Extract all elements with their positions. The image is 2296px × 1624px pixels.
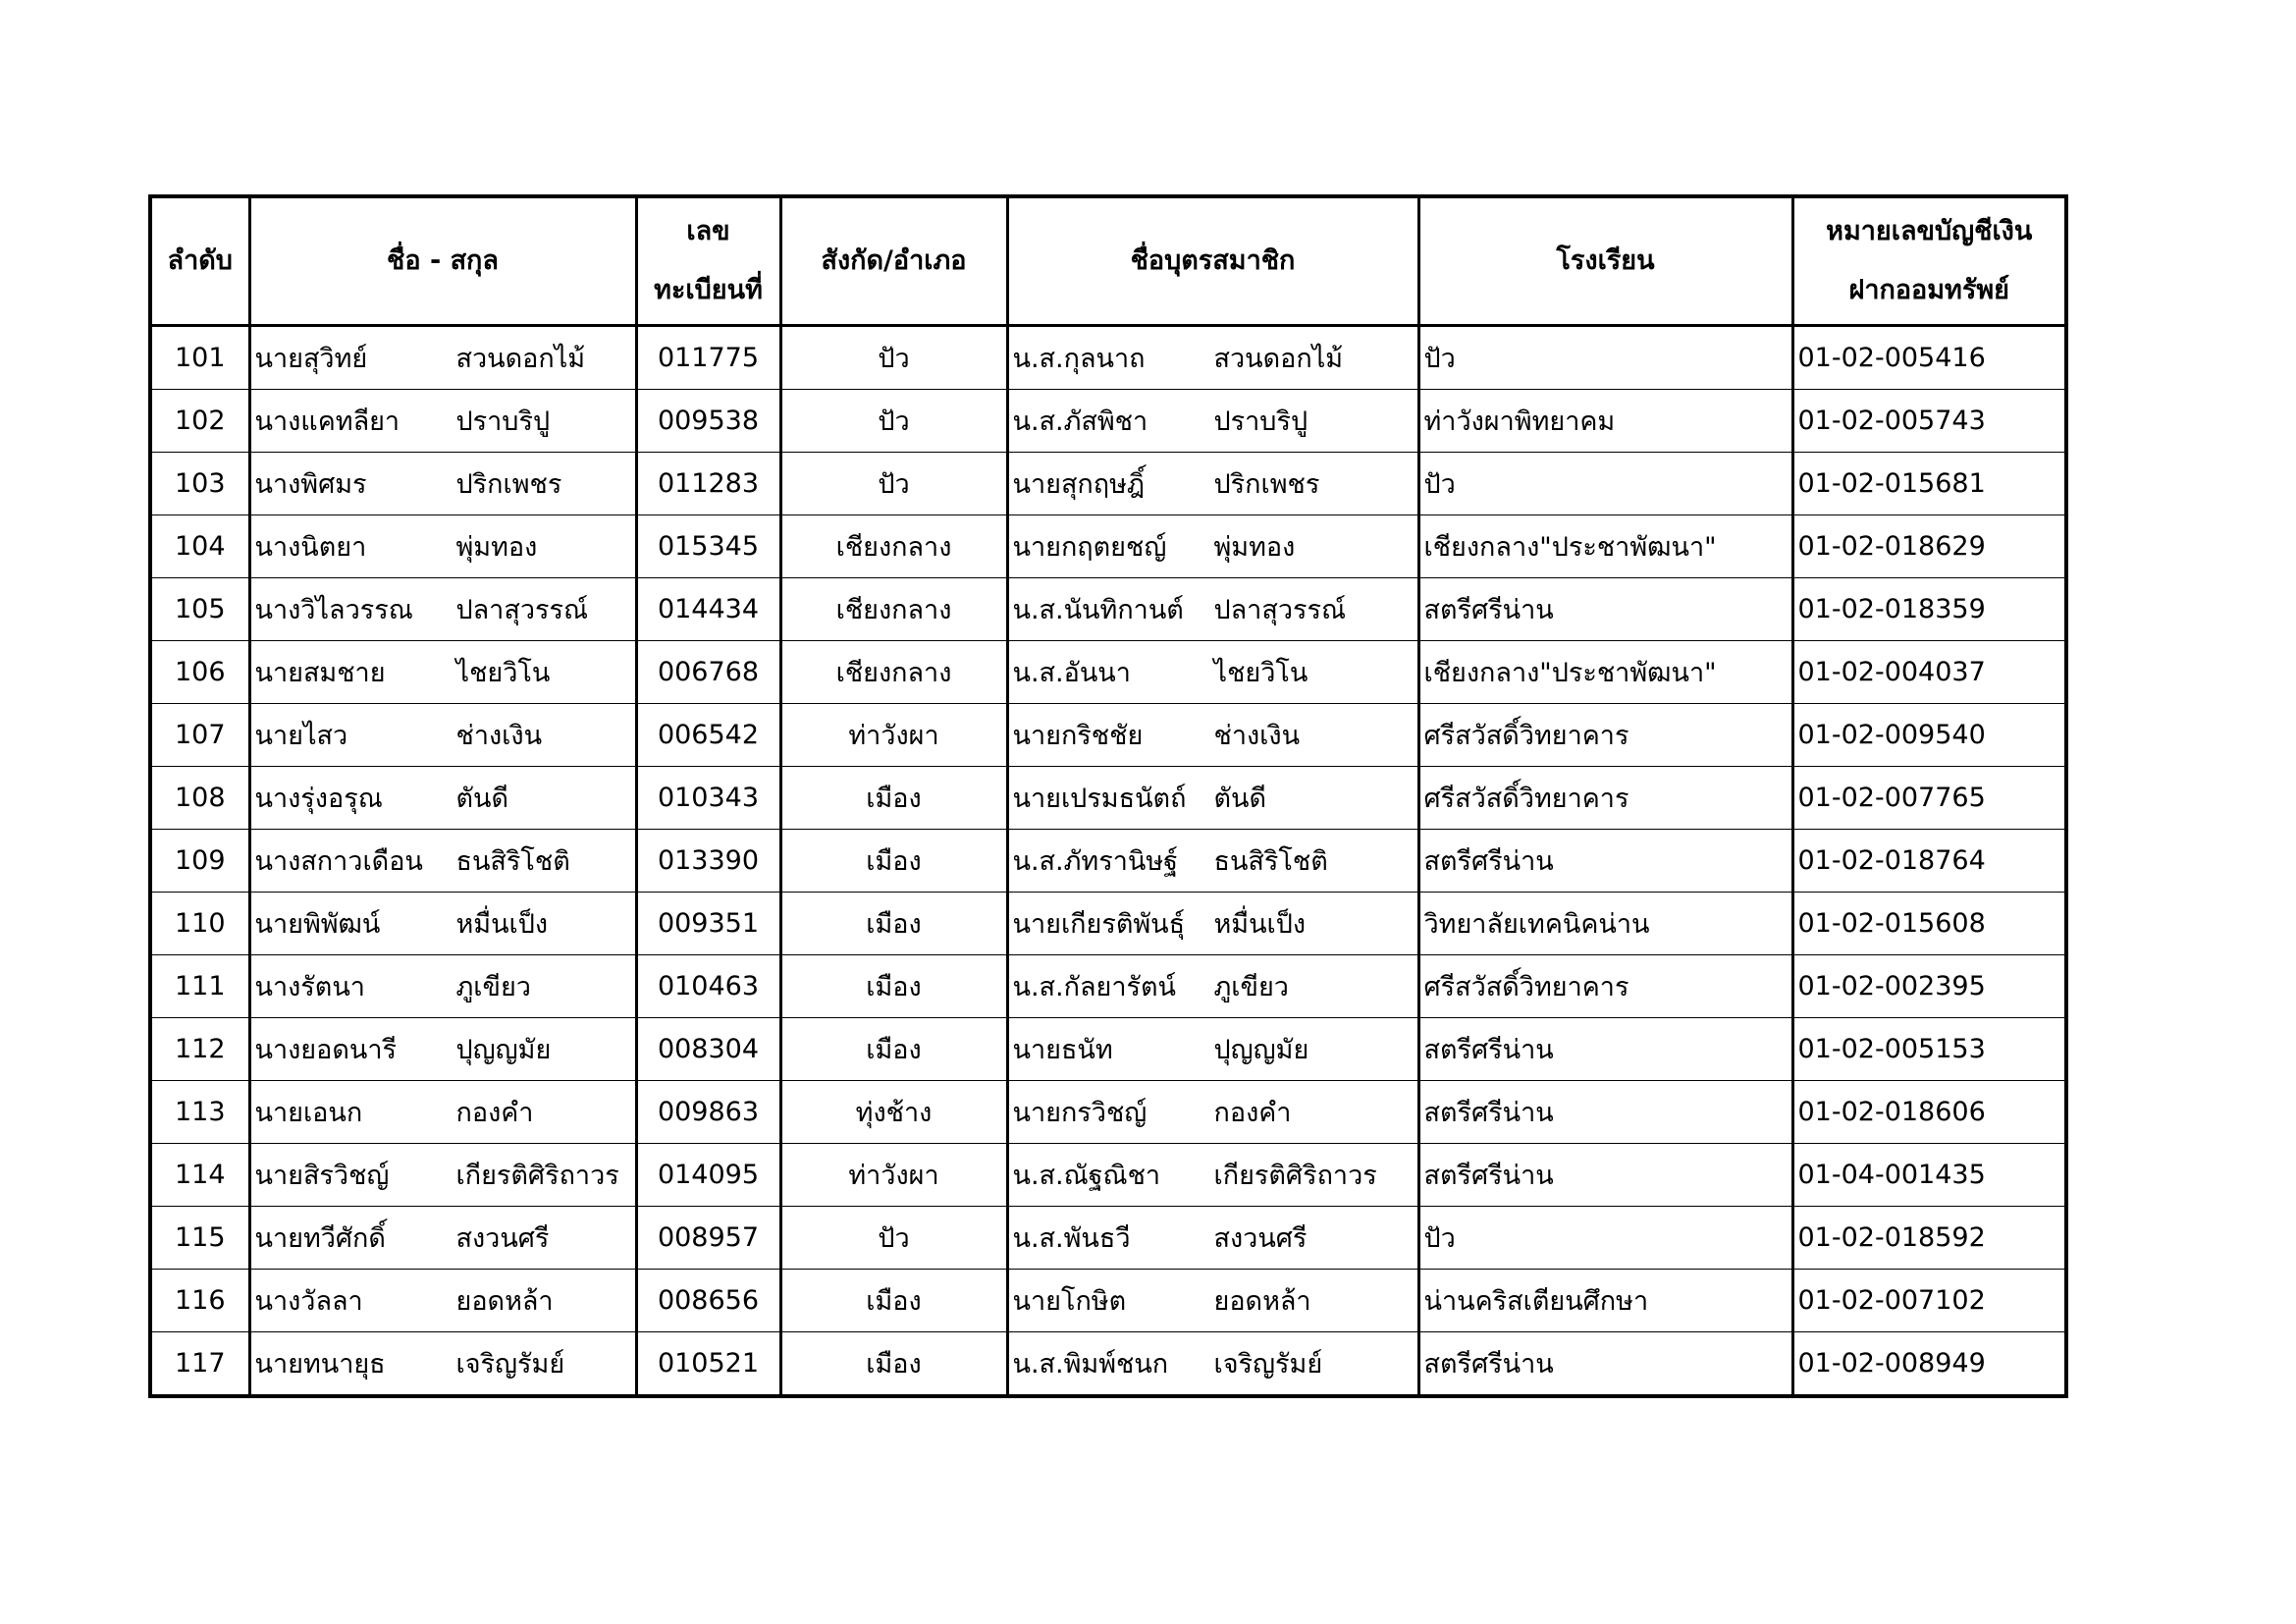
- cell-account: 01-02-015681: [1792, 453, 2066, 515]
- header-row: [150, 196, 2066, 326]
- cell-school: สตรีศรีน่าน: [1418, 1018, 1792, 1081]
- cell-member-name: [249, 1144, 636, 1207]
- cell-district: ปัว: [780, 1207, 1007, 1270]
- cell-member-name: [249, 1081, 636, 1144]
- child-last-name: พุ่มทอง: [1213, 532, 1296, 563]
- cell-district: เชียงกลาง: [780, 641, 1007, 704]
- member-first-name: นางแคทลียา: [254, 406, 400, 437]
- cell-school: ปัว: [1418, 453, 1792, 515]
- child-first-name: นายกริชชัย: [1012, 721, 1144, 751]
- member-last-name: เจริญรัมย์: [455, 1349, 565, 1380]
- child-last-name: ปราบริปู: [1213, 406, 1308, 437]
- cell-member-name: [249, 390, 636, 453]
- cell-member-name: [249, 1018, 636, 1081]
- cell-registration: 011283: [636, 453, 780, 515]
- member-first-name: นายทวีศักดิ์: [254, 1223, 386, 1254]
- child-first-name: น.ส.นันทิกานต์: [1012, 595, 1184, 625]
- cell-seq: 109: [150, 830, 249, 893]
- header-registration-line1: เลข: [686, 216, 730, 246]
- member-last-name: กองคำ: [455, 1098, 534, 1128]
- member-first-name: นางยอดนารี: [254, 1035, 397, 1065]
- cell-school: สตรีศรีน่าน: [1418, 1144, 1792, 1207]
- child-first-name: น.ส.พันธวี: [1012, 1223, 1131, 1254]
- table-row: [150, 641, 2066, 704]
- cell-child-name: [1007, 955, 1418, 1018]
- header-registration: [636, 196, 780, 326]
- member-last-name: ปริกเพชร: [455, 469, 562, 500]
- member-first-name: นางรุ่งอรุณ: [254, 784, 383, 814]
- table-row: [150, 955, 2066, 1018]
- cell-account: 01-02-002395: [1792, 955, 2066, 1018]
- cell-account: 01-02-018606: [1792, 1081, 2066, 1144]
- cell-account: 01-02-018629: [1792, 515, 2066, 578]
- cell-member-name: [249, 641, 636, 704]
- cell-member-name: [249, 1270, 636, 1332]
- cell-district: เมือง: [780, 893, 1007, 955]
- cell-account: 01-02-005153: [1792, 1018, 2066, 1081]
- cell-child-name: [1007, 1018, 1418, 1081]
- child-first-name: นายโกษิต: [1012, 1286, 1127, 1317]
- cell-account: 01-04-001435: [1792, 1144, 2066, 1207]
- cell-child-name: [1007, 1081, 1418, 1144]
- header-registration-line2: ทะเบียนที่: [654, 275, 763, 305]
- member-last-name: ช่างเงิน: [455, 721, 543, 751]
- child-last-name: เจริญรัมย์: [1213, 1349, 1323, 1380]
- header-name: ชื่อ - สกุล: [249, 196, 636, 326]
- header-account-line2: ฝากออมทรัพย์: [1848, 275, 2009, 305]
- cell-seq: 113: [150, 1081, 249, 1144]
- child-last-name: ช่างเงิน: [1213, 721, 1301, 751]
- cell-district: เมือง: [780, 1270, 1007, 1332]
- child-last-name: ปลาสุวรรณ์: [1213, 595, 1347, 625]
- cell-child-name: [1007, 578, 1418, 641]
- member-last-name: ยอดหล้า: [455, 1286, 554, 1317]
- cell-seq: 103: [150, 453, 249, 515]
- cell-seq: 117: [150, 1332, 249, 1397]
- cell-account: 01-02-018359: [1792, 578, 2066, 641]
- member-last-name: ตันดี: [455, 784, 509, 814]
- cell-member-name: [249, 893, 636, 955]
- cell-school: ศรีสวัสดิ์วิทยาคาร: [1418, 704, 1792, 767]
- cell-seq: 110: [150, 893, 249, 955]
- cell-registration: 010463: [636, 955, 780, 1018]
- cell-child-name: [1007, 1207, 1418, 1270]
- roster-table: [148, 194, 2068, 1398]
- cell-member-name: [249, 830, 636, 893]
- cell-child-name: [1007, 326, 1418, 390]
- cell-district: ทุ่งช้าง: [780, 1081, 1007, 1144]
- cell-school: ปัว: [1418, 1207, 1792, 1270]
- cell-seq: 104: [150, 515, 249, 578]
- member-first-name: นางวิไลวรรณ: [254, 595, 413, 625]
- cell-child-name: [1007, 1332, 1418, 1397]
- table-row: [150, 704, 2066, 767]
- cell-registration: 006542: [636, 704, 780, 767]
- header-school: โรงเรียน: [1418, 196, 1792, 326]
- cell-seq: 107: [150, 704, 249, 767]
- child-last-name: ธนสิริโชติ: [1213, 846, 1328, 877]
- cell-seq: 106: [150, 641, 249, 704]
- cell-seq: 112: [150, 1018, 249, 1081]
- cell-district: ท่าวังผา: [780, 1144, 1007, 1207]
- member-last-name: เกียรติศิริถาวร: [455, 1161, 619, 1191]
- member-last-name: สวนดอกไม้: [455, 344, 586, 374]
- cell-school: ศรีสวัสดิ์วิทยาคาร: [1418, 767, 1792, 830]
- cell-registration: 008957: [636, 1207, 780, 1270]
- cell-seq: 114: [150, 1144, 249, 1207]
- cell-account: 01-02-018764: [1792, 830, 2066, 893]
- member-last-name: ไชยวิโน: [455, 658, 551, 688]
- cell-account: 01-02-005743: [1792, 390, 2066, 453]
- cell-district: เมือง: [780, 1332, 1007, 1397]
- header-district: สังกัด/อำเภอ: [780, 196, 1007, 326]
- cell-member-name: [249, 578, 636, 641]
- child-first-name: น.ส.ภัทรานิษฐ์: [1012, 846, 1179, 877]
- cell-child-name: [1007, 830, 1418, 893]
- cell-registration: 014095: [636, 1144, 780, 1207]
- cell-child-name: [1007, 453, 1418, 515]
- table-row: [150, 578, 2066, 641]
- member-first-name: นางรัตนา: [254, 972, 365, 1002]
- table-row: [150, 390, 2066, 453]
- cell-school: สตรีศรีน่าน: [1418, 1081, 1792, 1144]
- cell-member-name: [249, 1332, 636, 1397]
- member-last-name: ธนสิริโชติ: [455, 846, 570, 877]
- cell-district: ปัว: [780, 453, 1007, 515]
- cell-member-name: [249, 1207, 636, 1270]
- member-first-name: นายพิพัฒน์: [254, 909, 381, 940]
- cell-seq: 111: [150, 955, 249, 1018]
- cell-account: 01-02-018592: [1792, 1207, 2066, 1270]
- member-first-name: นายไสว: [254, 721, 348, 751]
- cell-member-name: [249, 326, 636, 390]
- cell-registration: 006768: [636, 641, 780, 704]
- table-row: [150, 1332, 2066, 1397]
- cell-registration: 009538: [636, 390, 780, 453]
- cell-school: สตรีศรีน่าน: [1418, 830, 1792, 893]
- child-last-name: หมื่นเป็ง: [1213, 909, 1307, 940]
- member-first-name: นางสกาวเดือน: [254, 846, 423, 877]
- member-first-name: นางนิตยา: [254, 532, 367, 563]
- cell-child-name: [1007, 515, 1418, 578]
- member-last-name: ปุญญมัย: [455, 1035, 552, 1065]
- cell-child-name: [1007, 767, 1418, 830]
- child-last-name: ไชยวิโน: [1213, 658, 1308, 688]
- cell-account: 01-02-015608: [1792, 893, 2066, 955]
- child-first-name: น.ส.ณัฐณิชา: [1012, 1161, 1161, 1191]
- cell-registration: 010343: [636, 767, 780, 830]
- member-last-name: ปราบริปู: [455, 406, 551, 437]
- cell-child-name: [1007, 390, 1418, 453]
- cell-registration: 011775: [636, 326, 780, 390]
- child-first-name: นายกรวิชญ์: [1012, 1098, 1148, 1128]
- table-row: [150, 326, 2066, 390]
- child-first-name: นายเปรมธนัตถ์: [1012, 784, 1187, 814]
- cell-seq: 108: [150, 767, 249, 830]
- cell-district: เมือง: [780, 767, 1007, 830]
- cell-child-name: [1007, 1270, 1418, 1332]
- cell-school: ปัว: [1418, 326, 1792, 390]
- cell-seq: 116: [150, 1270, 249, 1332]
- cell-school: เชียงกลาง"ประชาพัฒนา": [1418, 641, 1792, 704]
- header-account: [1792, 196, 2066, 326]
- table-row: [150, 1144, 2066, 1207]
- table-row: [150, 515, 2066, 578]
- table-row: [150, 830, 2066, 893]
- cell-seq: 101: [150, 326, 249, 390]
- cell-seq: 102: [150, 390, 249, 453]
- cell-account: 01-02-007102: [1792, 1270, 2066, 1332]
- cell-district: ปัว: [780, 390, 1007, 453]
- table-row: [150, 1207, 2066, 1270]
- cell-account: 01-02-007765: [1792, 767, 2066, 830]
- cell-member-name: [249, 453, 636, 515]
- cell-registration: 015345: [636, 515, 780, 578]
- cell-seq: 115: [150, 1207, 249, 1270]
- cell-seq: 105: [150, 578, 249, 641]
- child-first-name: นายเกียรติพันธุ์: [1012, 909, 1186, 940]
- member-first-name: นางวัลลา: [254, 1286, 363, 1317]
- cell-registration: 014434: [636, 578, 780, 641]
- cell-school: วิทยาลัยเทคนิคน่าน: [1418, 893, 1792, 955]
- cell-account: 01-02-009540: [1792, 704, 2066, 767]
- table-row: [150, 1018, 2066, 1081]
- cell-school: ศรีสวัสดิ์วิทยาคาร: [1418, 955, 1792, 1018]
- cell-member-name: [249, 767, 636, 830]
- cell-account: 01-02-005416: [1792, 326, 2066, 390]
- table-row: [150, 1270, 2066, 1332]
- member-last-name: ภูเขียว: [455, 972, 531, 1002]
- cell-child-name: [1007, 704, 1418, 767]
- cell-district: ท่าวังผา: [780, 704, 1007, 767]
- child-last-name: สวนดอกไม้: [1213, 344, 1344, 374]
- child-last-name: สงวนศรี: [1213, 1223, 1308, 1254]
- member-first-name: นายสุวิทย์: [254, 344, 368, 374]
- cell-member-name: [249, 515, 636, 578]
- table-header: [150, 196, 2066, 326]
- table-row: [150, 767, 2066, 830]
- member-last-name: ปลาสุวรรณ์: [455, 595, 589, 625]
- cell-school: น่านคริสเตียนศึกษา: [1418, 1270, 1792, 1332]
- member-first-name: นางพิศมร: [254, 469, 367, 500]
- cell-school: เชียงกลาง"ประชาพัฒนา": [1418, 515, 1792, 578]
- member-last-name: พุ่มทอง: [455, 532, 538, 563]
- member-first-name: นายเอนก: [254, 1098, 363, 1128]
- cell-registration: 010521: [636, 1332, 780, 1397]
- child-first-name: น.ส.พิมพ์ชนก: [1012, 1349, 1169, 1380]
- member-last-name: หมื่นเป็ง: [455, 909, 549, 940]
- cell-district: เชียงกลาง: [780, 578, 1007, 641]
- cell-account: 01-02-004037: [1792, 641, 2066, 704]
- child-last-name: ภูเขียว: [1213, 972, 1289, 1002]
- cell-district: เมือง: [780, 955, 1007, 1018]
- header-child-name: ชื่อบุตรสมาชิก: [1007, 196, 1418, 326]
- cell-child-name: [1007, 1144, 1418, 1207]
- cell-registration: 013390: [636, 830, 780, 893]
- cell-school: สตรีศรีน่าน: [1418, 578, 1792, 641]
- cell-district: เมือง: [780, 1018, 1007, 1081]
- child-first-name: นายกฤตยชญ์: [1012, 532, 1167, 563]
- cell-registration: 009863: [636, 1081, 780, 1144]
- child-last-name: กองคำ: [1213, 1098, 1292, 1128]
- child-last-name: ยอดหล้า: [1213, 1286, 1311, 1317]
- table-body: [150, 326, 2066, 1397]
- member-first-name: นายทนายุธ: [254, 1349, 386, 1380]
- cell-registration: 008656: [636, 1270, 780, 1332]
- cell-school: ท่าวังผาพิทยาคม: [1418, 390, 1792, 453]
- child-first-name: น.ส.กัลยารัตน์: [1012, 972, 1176, 1002]
- cell-registration: 009351: [636, 893, 780, 955]
- cell-school: สตรีศรีน่าน: [1418, 1332, 1792, 1397]
- child-first-name: น.ส.กุลนาถ: [1012, 344, 1146, 374]
- child-last-name: ปุญญมัย: [1213, 1035, 1309, 1065]
- member-last-name: สงวนศรี: [455, 1223, 550, 1254]
- cell-member-name: [249, 955, 636, 1018]
- member-first-name: นายสิรวิชญ์: [254, 1161, 390, 1191]
- table-row: [150, 893, 2066, 955]
- cell-district: เมือง: [780, 830, 1007, 893]
- cell-district: ปัว: [780, 326, 1007, 390]
- member-first-name: นายสมชาย: [254, 658, 386, 688]
- child-last-name: ปริกเพชร: [1213, 469, 1320, 500]
- header-seq: ลำดับ: [150, 196, 249, 326]
- cell-registration: 008304: [636, 1018, 780, 1081]
- child-last-name: เกียรติศิริถาวร: [1213, 1161, 1377, 1191]
- child-first-name: น.ส.อันนา: [1012, 658, 1131, 688]
- cell-district: เชียงกลาง: [780, 515, 1007, 578]
- cell-account: 01-02-008949: [1792, 1332, 2066, 1397]
- child-last-name: ตันดี: [1213, 784, 1267, 814]
- child-first-name: นายธนัท: [1012, 1035, 1113, 1065]
- cell-child-name: [1007, 893, 1418, 955]
- header-account-line1: หมายเลขบัญชีเงิน: [1826, 216, 2033, 246]
- cell-child-name: [1007, 641, 1418, 704]
- child-first-name: น.ส.ภัสพิชา: [1012, 406, 1148, 437]
- table-row: [150, 453, 2066, 515]
- table-row: [150, 1081, 2066, 1144]
- child-first-name: นายสุกฤษฎิ์: [1012, 469, 1146, 500]
- cell-member-name: [249, 704, 636, 767]
